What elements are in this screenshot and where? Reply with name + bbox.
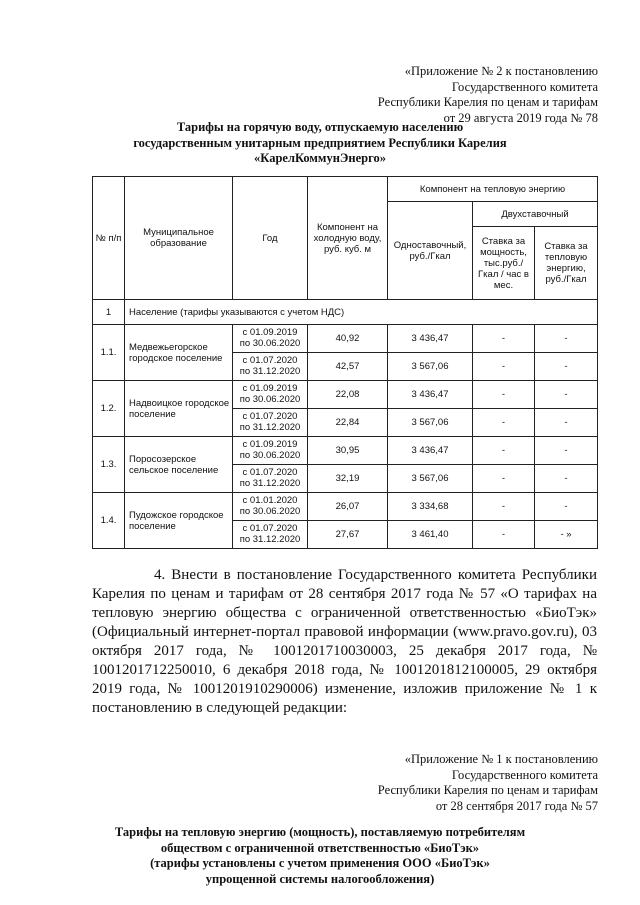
row-energy-rate: - xyxy=(535,381,598,409)
row-period xyxy=(233,353,308,381)
period-from: с 01.09.2019 xyxy=(242,383,298,394)
row-cold-water: 22,08 xyxy=(308,381,388,409)
period-from: с 01.01.2020 xyxy=(242,495,298,506)
row-period xyxy=(233,381,308,409)
row-period xyxy=(233,521,308,549)
header-num: № п/п xyxy=(93,177,125,300)
row-single-rate: 3 567,06 xyxy=(388,465,473,493)
row-energy-rate: - » xyxy=(535,521,598,549)
period-from: с 01.07.2020 xyxy=(242,411,298,422)
hot-water-tariff-title xyxy=(0,120,640,167)
table-row xyxy=(93,381,598,409)
period-from: с 01.07.2020 xyxy=(242,523,298,534)
row-municipality: Поросозерское сельское поселение xyxy=(125,437,233,493)
hot-water-tariff-table xyxy=(92,176,598,549)
period-to: по 30.06.2020 xyxy=(239,449,301,461)
row-energy-rate: - xyxy=(535,325,598,353)
period-to: по 31.12.2020 xyxy=(239,477,301,489)
appendix-line: Республики Карелия по ценам и тарифам xyxy=(377,95,598,109)
title-line: (тарифы установлены с учетом применения ООО «БиоТэк» xyxy=(150,856,490,870)
header-energy-rate: Ставка за тепловую энергию, руб./Гкал xyxy=(535,227,598,300)
row-cold-water: 30,95 xyxy=(308,437,388,465)
row-period xyxy=(233,465,308,493)
row-capacity-rate: - xyxy=(473,437,535,465)
appendix-line: Государственного комитета xyxy=(451,767,598,782)
row-capacity-rate: - xyxy=(473,325,535,353)
appendix-line: Государственного комитета xyxy=(451,79,598,94)
header-heat-component: Компонент на тепловую энергию xyxy=(388,177,598,202)
row-municipality: Пудожское городское поселение xyxy=(125,493,233,549)
title-line: упрощенной системы налогообложения) xyxy=(205,871,435,886)
row-single-rate: 3 334,68 xyxy=(388,493,473,521)
row-period xyxy=(233,493,308,521)
title-line: государственным унитарным предприятием Республики Карелия xyxy=(133,135,507,150)
header-year: Год xyxy=(233,177,308,300)
title-line: обществом с ограниченной ответственностью «БиоТэк» xyxy=(160,840,480,855)
header-two-rate: Двухставочный xyxy=(473,202,598,227)
period-to: по 31.12.2020 xyxy=(239,421,301,433)
period-to: по 30.06.2020 xyxy=(239,393,301,405)
appendix-line: от 28 сентября 2017 года № 57 xyxy=(435,798,598,813)
row-energy-rate: - xyxy=(535,493,598,521)
row-num: 1.3. xyxy=(93,437,125,493)
row-single-rate: 3 567,06 xyxy=(388,353,473,381)
group-num: 1 xyxy=(93,300,125,325)
appendix-line: «Приложение № 1 к постановлению xyxy=(404,752,598,766)
header-capacity-rate: Ставка за мощность, тыс.руб./ Гкал / час в мес. xyxy=(473,227,535,300)
row-energy-rate: - xyxy=(535,353,598,381)
row-period xyxy=(233,409,308,437)
row-single-rate: 3 436,47 xyxy=(388,325,473,353)
row-num: 1.1. xyxy=(93,325,125,381)
row-single-rate: 3 436,47 xyxy=(388,381,473,409)
row-num: 1.2. xyxy=(93,381,125,437)
period-from: с 01.07.2020 xyxy=(242,355,298,366)
period-to: по 30.06.2020 xyxy=(239,505,301,517)
header-cold-water: Компонент на холодную воду, руб. куб. м xyxy=(308,177,388,300)
row-energy-rate: - xyxy=(535,437,598,465)
period-from: с 01.09.2019 xyxy=(242,327,298,338)
row-capacity-rate: - xyxy=(473,493,535,521)
row-period xyxy=(233,437,308,465)
row-single-rate: 3 436,47 xyxy=(388,437,473,465)
row-capacity-rate: - xyxy=(473,409,535,437)
row-cold-water: 32,19 xyxy=(308,465,388,493)
row-capacity-rate: - xyxy=(473,521,535,549)
period-to: по 31.12.2020 xyxy=(239,365,301,377)
title-line: Тарифы на тепловую энергию (мощность), поставляемую потребителям xyxy=(114,825,526,839)
row-cold-water: 26,07 xyxy=(308,493,388,521)
row-municipality: Надвоицкое городское поселение xyxy=(125,381,233,437)
row-single-rate: 3 461,40 xyxy=(388,521,473,549)
row-single-rate: 3 567,06 xyxy=(388,409,473,437)
row-num: 1.4. xyxy=(93,493,125,549)
row-period xyxy=(233,325,308,353)
row-capacity-rate: - xyxy=(473,353,535,381)
table-row xyxy=(93,493,598,521)
period-from: с 01.09.2019 xyxy=(242,439,298,450)
heat-tariff-title xyxy=(0,825,640,887)
table-row xyxy=(93,437,598,465)
row-capacity-rate: - xyxy=(473,381,535,409)
row-cold-water: 27,67 xyxy=(308,521,388,549)
period-to: по 30.06.2020 xyxy=(239,337,301,349)
table-row xyxy=(93,325,598,353)
appendix-header-1 xyxy=(378,752,598,814)
title-line: «КарелКоммунЭнерго» xyxy=(254,151,386,165)
row-municipality: Медвежьегорское городское поселение xyxy=(125,325,233,381)
period-to: по 31.12.2020 xyxy=(239,533,301,545)
appendix-line: Республики Карелия по ценам и тарифам xyxy=(377,783,598,797)
row-energy-rate: - xyxy=(535,465,598,493)
appendix-header-2 xyxy=(378,64,598,126)
row-cold-water: 40,92 xyxy=(308,325,388,353)
period-from: с 01.07.2020 xyxy=(242,467,298,478)
row-capacity-rate: - xyxy=(473,465,535,493)
amendment-paragraph: 4. Внести в постановление Государственного комитета Республики Карелия по ценам и тарифам от 28 сентября 2017 года № 57 «О тарифах на тепловую энергию общества с ограниченной ответственностью «БиоТэк» (Официальный интернет-портал правовой информации (www.pravo.gov.ru), 03 октября 2017 года, № 1001201710030003, 25 декабря 2017 года, № 1001201712250010, 6 декабря 2018 года, № 1001201812100005, 29 октября 2019 года, № 1001201910290006) изменение, изложив приложение № 1 к постановлению в следующей редакции: xyxy=(92,567,597,716)
title-line: Тарифы на горячую воду, отпускаемую населению xyxy=(176,120,464,134)
row-cold-water: 42,57 xyxy=(308,353,388,381)
header-municipality: Муниципальное образование xyxy=(125,177,233,300)
row-cold-water: 22,84 xyxy=(308,409,388,437)
appendix-line: «Приложение № 2 к постановлению xyxy=(404,64,598,78)
header-single-rate: Одноставочный, руб./Гкал xyxy=(388,202,473,300)
row-energy-rate: - xyxy=(535,409,598,437)
group-label: Население (тарифы указываются с учетом НДС) xyxy=(125,300,598,325)
appendix-line: от 29 августа 2019 года № 78 xyxy=(443,110,598,125)
